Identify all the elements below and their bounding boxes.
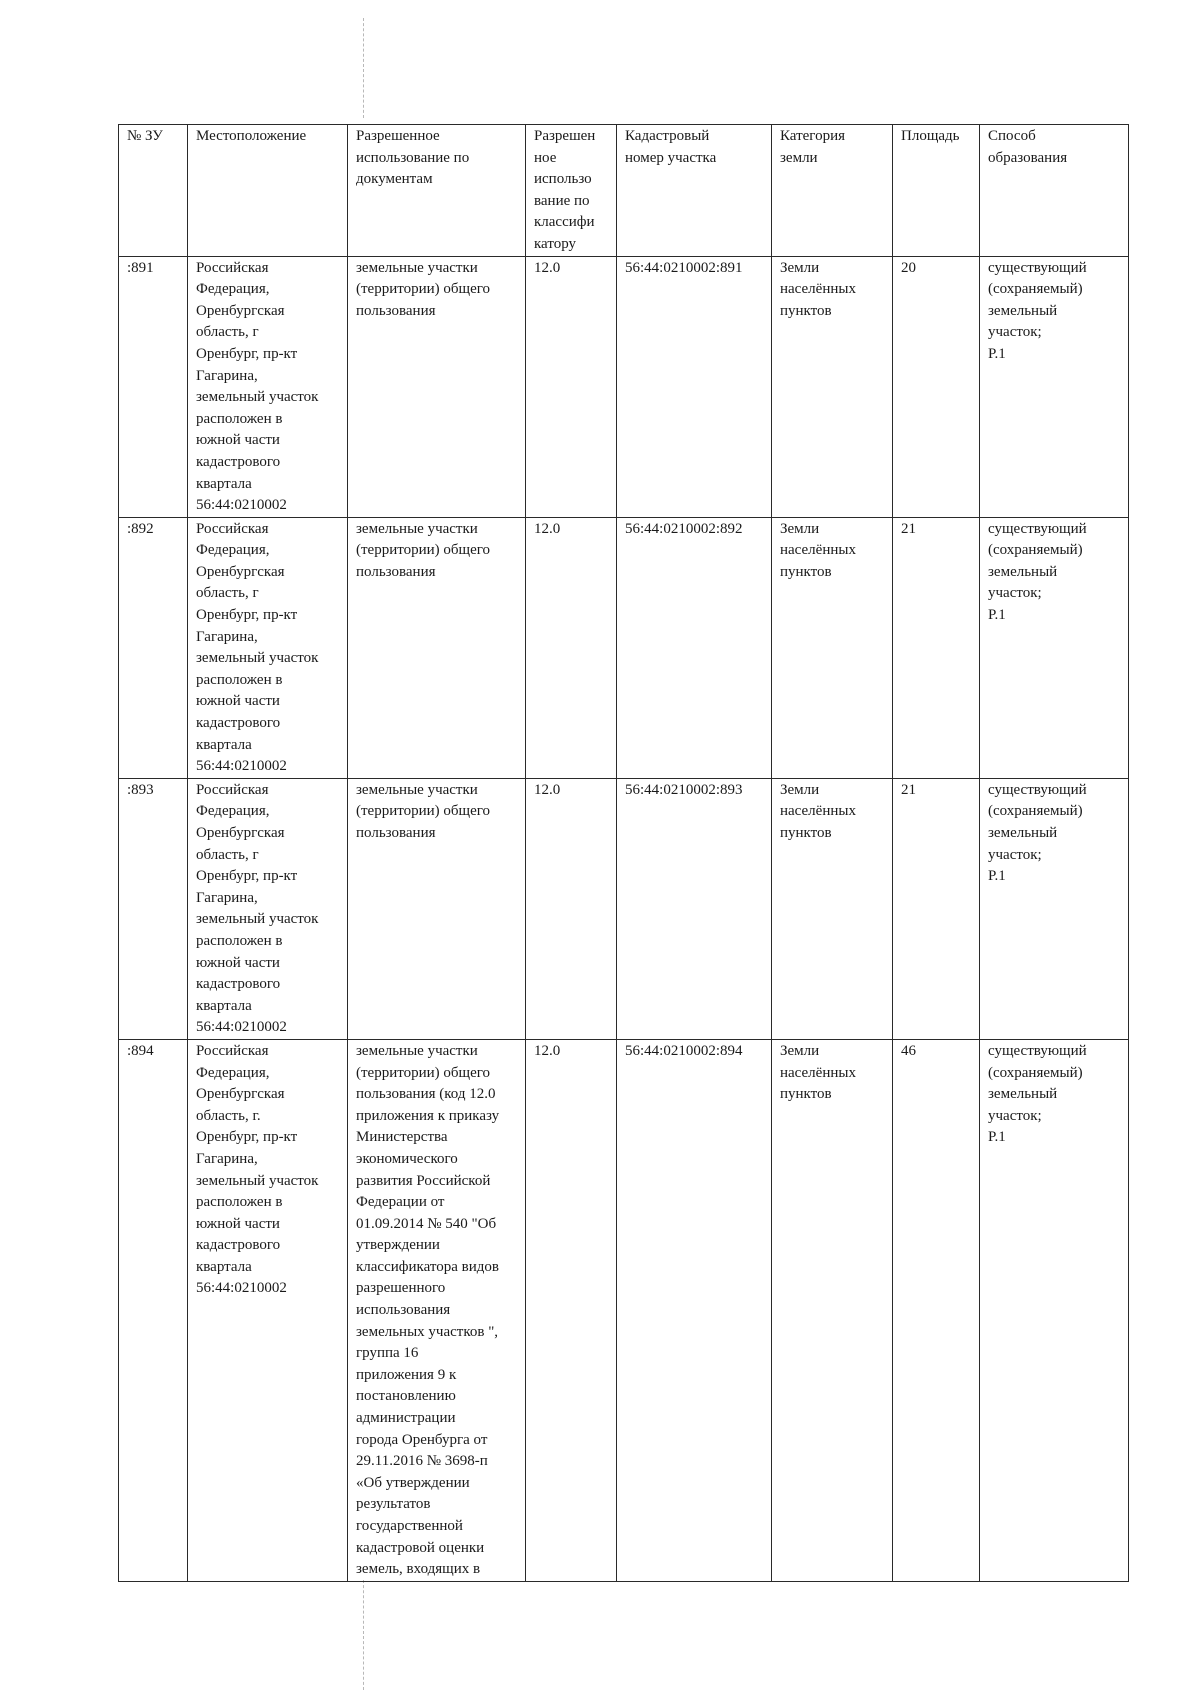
cell-location xyxy=(188,256,348,517)
cell-land-category xyxy=(772,778,893,1039)
cell-text: земельные участки (территории) общего пользования xyxy=(356,259,491,319)
cell-text: 56:44:0210002:893 xyxy=(625,781,743,798)
cell-formation-method xyxy=(980,256,1129,517)
cell-permitted-use-docs xyxy=(348,256,526,517)
cell-text: :892 xyxy=(127,520,154,537)
cell-text: Российская Федерация, Оренбургская область, г Оренбург, пр-кт Гагарина, земельный участок расположен в южной части кадастрового квартала 56:44:0210002 xyxy=(196,781,319,1036)
scan-artifact-line-top xyxy=(363,18,364,118)
cell-text: 20 xyxy=(901,259,916,276)
cell-text: :894 xyxy=(127,1042,154,1059)
header-cadastral-number xyxy=(617,125,772,257)
table-row xyxy=(119,1039,1129,1581)
scan-artifact-line-bottom xyxy=(363,1580,364,1690)
header-permitted-use-docs xyxy=(348,125,526,257)
cell-permitted-use-docs xyxy=(348,778,526,1039)
cell-permitted-use-docs xyxy=(348,517,526,778)
cell-permitted-use-classifier xyxy=(526,1039,617,1581)
cell-area xyxy=(893,1039,980,1581)
cell-text: существующий (сохраняемый) земельный участок; Р.1 xyxy=(988,520,1087,624)
cell-formation-method xyxy=(980,778,1129,1039)
header-area xyxy=(893,125,980,257)
cell-text: земельные участки (территории) общего пользования xyxy=(356,520,491,580)
table-row xyxy=(119,778,1129,1039)
header-label: Кадастровый номер участка xyxy=(625,128,717,166)
cell-text: существующий (сохраняемый) земельный участок; Р.1 xyxy=(988,1042,1087,1146)
cell-cadastral-number xyxy=(617,517,772,778)
cell-text: Земли населённых пунктов xyxy=(780,781,856,841)
header-label: Разрешен ное использо вание по классифи катору xyxy=(534,128,596,252)
cell-text: земельные участки (территории) общего пользования xyxy=(356,781,491,841)
header-permitted-use-classifier xyxy=(526,125,617,257)
cell-text: 21 xyxy=(901,781,916,798)
header-label: Разрешенное использование по документам xyxy=(356,128,470,188)
cell-text: земельные участки (территории) общего пользования (код 12.0 приложения к приказу Министерства экономического развития Российской Федерации от 01.09.2014 № 540 "Об утверждении классификатора видов разрешенного использования земельных участков ", группа 16 приложения 9 к постановлению администрации города Оренбурга от 29.11.2016 № 3698-п «Об утверждении результатов государственной кадастровой оценки земель, входящих в xyxy=(356,1042,500,1578)
cell-permitted-use-classifier xyxy=(526,517,617,778)
cell-text: :891 xyxy=(127,259,154,276)
header-label: № ЗУ xyxy=(127,128,163,144)
cell-text: 12.0 xyxy=(534,781,561,798)
cell-area xyxy=(893,256,980,517)
cell-land-category xyxy=(772,1039,893,1581)
cell-permitted-use-classifier xyxy=(526,256,617,517)
land-plots-table xyxy=(118,124,1129,1582)
cell-text: Российская Федерация, Оренбургская область, г Оренбург, пр-кт Гагарина, земельный участок расположен в южной части кадастрового квартала 56:44:0210002 xyxy=(196,520,319,775)
cell-text: 56:44:0210002:891 xyxy=(625,259,743,276)
cell-plot-number xyxy=(119,1039,188,1581)
cell-formation-method xyxy=(980,1039,1129,1581)
cell-cadastral-number xyxy=(617,1039,772,1581)
cell-area xyxy=(893,778,980,1039)
header-plot-number xyxy=(119,125,188,257)
cell-text: 12.0 xyxy=(534,259,561,276)
header-label: Категория земли xyxy=(780,128,845,166)
header-label: Способ образования xyxy=(988,128,1068,166)
cell-text: 21 xyxy=(901,520,916,537)
header-label: Площадь xyxy=(901,128,960,144)
cell-text: Земли населённых пунктов xyxy=(780,520,856,580)
cell-cadastral-number xyxy=(617,778,772,1039)
cell-cadastral-number xyxy=(617,256,772,517)
cell-text: Земли населённых пунктов xyxy=(780,259,856,319)
cell-plot-number xyxy=(119,517,188,778)
cell-formation-method xyxy=(980,517,1129,778)
cell-text: 46 xyxy=(901,1042,916,1059)
cell-permitted-use-docs xyxy=(348,1039,526,1581)
cell-text: 12.0 xyxy=(534,1042,561,1059)
table-row xyxy=(119,517,1129,778)
cell-text: 56:44:0210002:894 xyxy=(625,1042,743,1059)
cell-text: существующий (сохраняемый) земельный участок; Р.1 xyxy=(988,259,1087,362)
cell-text: 56:44:0210002:892 xyxy=(625,520,743,537)
cell-location xyxy=(188,778,348,1039)
cell-location xyxy=(188,1039,348,1581)
cell-land-category xyxy=(772,256,893,517)
cell-permitted-use-classifier xyxy=(526,778,617,1039)
cell-location xyxy=(188,517,348,778)
header-formation-method xyxy=(980,125,1129,257)
cell-text: :893 xyxy=(127,781,154,798)
cell-land-category xyxy=(772,517,893,778)
cell-plot-number xyxy=(119,778,188,1039)
cell-text: 12.0 xyxy=(534,520,561,537)
header-label: Местоположение xyxy=(196,128,307,144)
cell-text: Земли населённых пунктов xyxy=(780,1042,856,1103)
cell-text: Российская Федерация, Оренбургская область, г Оренбург, пр-кт Гагарина, земельный участок расположен в южной части кадастрового квартала 56:44:0210002 xyxy=(196,259,319,514)
table-row xyxy=(119,256,1129,517)
cell-area xyxy=(893,517,980,778)
cell-plot-number xyxy=(119,256,188,517)
cell-text: Российская Федерация, Оренбургская область, г. Оренбург, пр-кт Гагарина, земельный участок расположен в южной части кадастрового квартала 56:44:0210002 xyxy=(196,1042,319,1297)
header-location xyxy=(188,125,348,257)
cell-text: существующий (сохраняемый) земельный участок; Р.1 xyxy=(988,781,1087,885)
header-land-category xyxy=(772,125,893,257)
table-header-row xyxy=(119,125,1129,257)
